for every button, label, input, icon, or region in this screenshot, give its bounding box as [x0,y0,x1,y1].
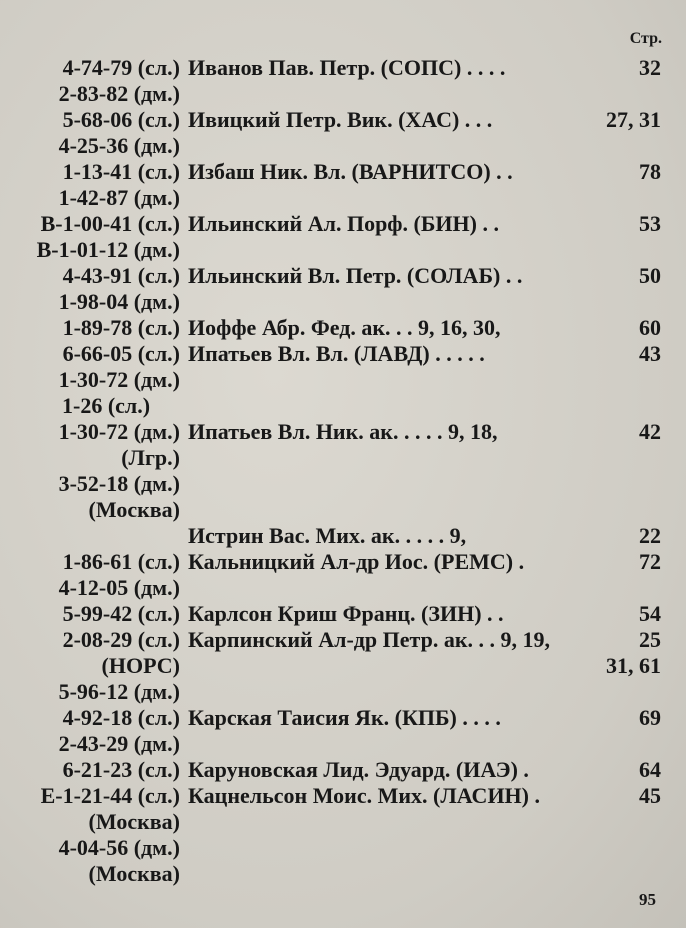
page-references: 42 [639,419,661,444]
phone-number: 3-52-18 (дм.) [58,471,180,496]
page-references: 60 [639,315,661,340]
directory-entry [0,211,686,236]
person-name: Карпинский Ал-др Петр. ак. . . 9, 19, [188,627,551,652]
page-references: 32 [639,55,661,80]
phone-number: В-1-00-41 (сл.) [40,211,180,236]
phone-number: 2-83-82 (дм.) [58,81,180,106]
page-references: 45 [639,783,661,808]
page-references: 69 [639,705,661,730]
person-name: Истрин Вас. Мих. ак. . . . . 9, [188,523,467,548]
directory-entry [0,575,686,600]
directory-entry [0,445,686,470]
phone-number: (Москва) [88,497,180,522]
directory-entry [0,705,686,730]
phone-number: 2-43-29 (дм.) [58,731,180,756]
directory-entry [0,731,686,756]
phone-number: 4-92-18 (сл.) [62,705,180,730]
phone-number: (Москва) [88,861,180,886]
page-references: 64 [639,757,661,782]
phone-number: 1-89-78 (сл.) [62,315,180,340]
person-name: Избаш Ник. Вл. (ВАРНИТСО) . . [188,159,513,184]
person-name: Кальницкий Ал-др Иос. (РЕМС) . [188,549,525,574]
person-name: Иванов Пав. Петр. (СОПС) . . . . [188,55,506,80]
directory-entry [0,627,686,652]
phone-number: 4-25-36 (дм.) [58,133,180,158]
phone-number: Е-1-21-44 (сл.) [40,783,180,808]
page-number: 95 [639,890,656,909]
person-name: Ипатьев Вл. Вл. (ЛАВД) . . . . . [188,341,485,366]
phone-number: 5-96-12 (дм.) [58,679,180,704]
directory-entry [0,679,686,704]
phone-number: 1-30-72 (дм.) [58,367,180,392]
page-references: 50 [639,263,661,288]
directory-entry [0,601,686,626]
page-references: 53 [639,211,661,236]
phone-number: 4-04-56 (дм.) [58,835,180,860]
person-name: Каруновская Лид. Эдуард. (ИАЭ) . [188,757,529,782]
directory-entry [0,757,686,782]
phone-number: 6-66-05 (сл.) [62,341,180,366]
directory-entry [0,471,686,496]
phone-number: 5-99-42 (сл.) [62,601,180,626]
phone-number: 1-30-72 (дм.) [58,419,180,444]
directory-entry [0,653,686,678]
phone-number: 1-13-41 (сл.) [62,159,180,184]
phone-number: В-1-01-12 (дм.) [36,237,180,262]
person-name: Ильинский Ал. Порф. (БИН) . . [188,211,499,236]
directory-entry [0,835,686,860]
phone-number: 1-26 (сл.) [62,393,151,418]
directory-entry [0,367,686,392]
person-name: Карлсон Криш Франц. (ЗИН) . . [188,601,504,626]
directory-entry [0,289,686,314]
page-references: 72 [639,549,661,574]
page-references: 27, 31 [606,107,661,132]
directory-entry [0,341,686,366]
person-name: Ивицкий Петр. Вик. (ХАС) . . . [188,107,493,132]
phone-number: 1-42-87 (дм.) [58,185,180,210]
page-references: 54 [639,601,661,626]
directory-entry [0,315,686,340]
directory-entry [0,81,686,106]
directory-entry [0,497,686,522]
directory-entry [0,523,686,548]
directory-entry [0,419,686,444]
pages-column-header: Стр. [629,30,662,47]
phone-number: 2-08-29 (сл.) [62,627,180,652]
page-references: 25 [639,627,661,652]
directory-entry [0,107,686,132]
person-name: Карская Таисия Як. (КПБ) . . . . [188,705,501,730]
directory-entry [0,185,686,210]
phone-number: 4-43-91 (сл.) [62,263,180,288]
directory-entry [0,393,686,418]
directory-entry [0,809,686,834]
phone-number: 1-98-04 (дм.) [58,289,180,314]
phone-number: 1-86-61 (сл.) [62,549,180,574]
directory-entry [0,55,686,80]
directory-entry [0,237,686,262]
person-name: Кацнельсон Моис. Мих. (ЛАСИН) . [188,783,540,808]
phone-number: 6-21-23 (сл.) [62,757,180,782]
page-references: 78 [639,159,661,184]
directory-entry [0,549,686,574]
phone-number: (НОРС) [101,653,180,678]
person-name: Ильинский Вл. Петр. (СОЛАБ) . . [188,263,523,288]
phone-number: 4-12-05 (дм.) [58,575,180,600]
directory-entry [0,783,686,808]
phone-number: 4-74-79 (сл.) [62,55,180,80]
phone-number: 5-68-06 (сл.) [62,107,180,132]
person-name: Иоффе Абр. Фед. ак. . . 9, 16, 30, [188,315,501,340]
page-references: 31, 61 [606,653,661,678]
directory-entry [0,159,686,184]
page-references: 43 [639,341,661,366]
phone-number: (Москва) [88,809,180,834]
page-references: 22 [639,523,661,548]
directory-entry [0,133,686,158]
person-name: Ипатьев Вл. Ник. ак. . . . . 9, 18, [188,419,498,444]
directory-entry [0,263,686,288]
phone-number: (Лгр.) [121,445,180,470]
directory-entry [0,861,686,886]
